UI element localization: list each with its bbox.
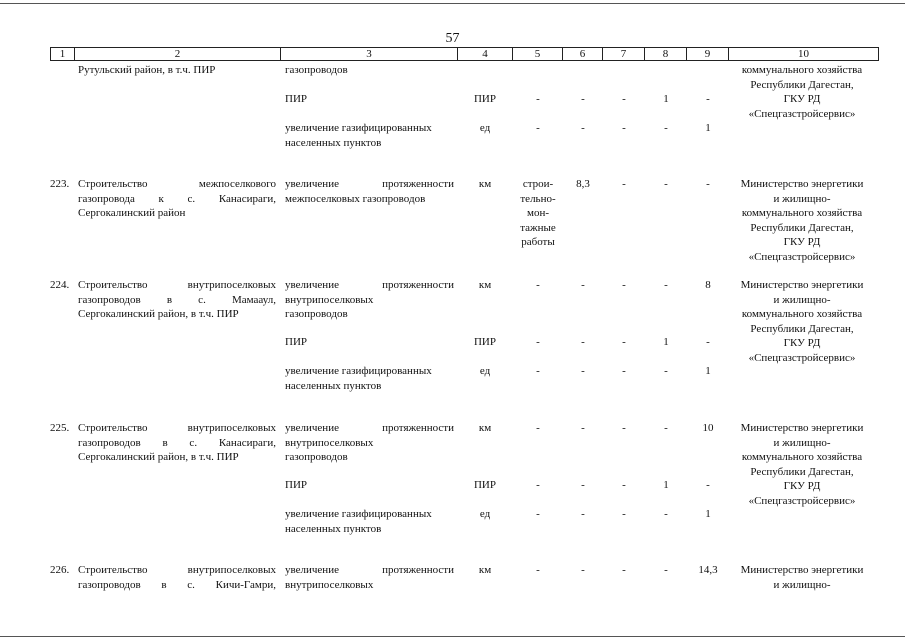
top-ed-c6: -: [581, 122, 585, 134]
row-224-col9: 8: [705, 279, 711, 291]
row-225-pir-c4: ПИР: [473, 479, 496, 491]
row-225-col7: -: [622, 422, 626, 434]
row-225-name: Строительство внутрипоселковых газопроводов в с. Канасираги, Сергокалинский район, в т.ч. ПИР: [78, 422, 276, 463]
row-226-name: Строительство внутрипоселковых газопроводов в с. Кичи-Гамри,: [78, 564, 276, 591]
scan-top-edge: [0, 3, 905, 4]
header-col-8: 8: [645, 47, 687, 61]
row-226-col8: -: [664, 564, 668, 576]
row-226-col7: -: [622, 564, 626, 576]
row-223-number: 223.: [50, 178, 70, 190]
row-224-col8: -: [664, 279, 668, 291]
row-223-col7: -: [622, 178, 626, 190]
row-225-indicator: увеличение протяженности внутрипоселковых газопроводов: [285, 422, 454, 463]
row-224-ed-c4: ед: [479, 365, 491, 377]
row-225-col8: -: [664, 422, 668, 434]
row-224-col5: -: [536, 279, 540, 291]
row-225-pir-c6: -: [581, 479, 585, 491]
row-224-ed-c8: -: [664, 365, 668, 377]
scan-bottom-edge: [0, 636, 905, 637]
row-224-pir-c5: -: [536, 336, 540, 348]
top-ed-c3: увеличение газифицированных населенных пунктов: [285, 122, 432, 149]
row-224-pir-c4: ПИР: [473, 336, 496, 348]
row-225-ed-c9: 1: [705, 508, 711, 520]
row-224-responsible: Министерство энергетики и жилищно- коммунального хозяйства Республики Дагестан, ГКУ РД «Спецгазстройсервис»: [740, 279, 864, 364]
row-225-pir-c5: -: [536, 479, 540, 491]
header-col-10: 10: [729, 47, 879, 61]
top-pir-c7: -: [622, 93, 626, 105]
top-pir-c8: 1: [663, 93, 669, 105]
top-pir-c5: -: [536, 93, 540, 105]
top-ed-c7: -: [622, 122, 626, 134]
row-223-name: Строительство межпоселкового газопровода к с. Канасираги, Сергокалинский район: [78, 178, 276, 219]
row-224-pir-c3: ПИР: [285, 336, 308, 348]
row-224-pir-c8: 1: [663, 336, 669, 348]
row-224-col6: -: [581, 279, 585, 291]
row-226-indicator: увеличение протяженности внутрипоселковых: [285, 564, 454, 591]
row-226-number: 226.: [50, 564, 70, 576]
top-pir-c9: -: [706, 93, 710, 105]
top-pir-c4: ПИР: [473, 93, 496, 105]
row-224-name: Строительство внутрипоселковых газопроводов в с. Мамааул, Сергокалинский район, в т.ч. ПИР: [78, 279, 276, 320]
row-225-ed-c4: ед: [479, 508, 491, 520]
row-224-pir-c6: -: [581, 336, 585, 348]
header-col-1: 1: [50, 47, 75, 61]
row-223-indicator: увеличение протяженности межпоселковых газопроводов: [285, 178, 454, 205]
top-col10: коммунального хозяйства Республики Дагестан, ГКУ РД «Спецгазстройсервис»: [741, 64, 863, 120]
top-pir-c3: ПИР: [285, 93, 308, 105]
row-225-pir-c7: -: [622, 479, 626, 491]
header-col-2: 2: [75, 47, 281, 61]
page-number: 57: [445, 31, 460, 46]
header-col-6: 6: [563, 47, 603, 61]
top-ed-c8: -: [664, 122, 668, 134]
row-223-col5: строи- тельно- мон- тажные работы: [520, 178, 556, 248]
row-224-ed-c5: -: [536, 365, 540, 377]
top-pir-c6: -: [581, 93, 585, 105]
row-224-ed-c7: -: [622, 365, 626, 377]
header-col-4: 4: [458, 47, 513, 61]
row-225-col5: -: [536, 422, 540, 434]
row-223-col6: 8,3: [576, 178, 590, 190]
row-226-col6: -: [581, 564, 585, 576]
row-224-ed-c3: увеличение газифицированных населенных пунктов: [285, 365, 432, 392]
row-225-col6: -: [581, 422, 585, 434]
row-225-ed-c7: -: [622, 508, 626, 520]
row-225-ed-c6: -: [581, 508, 585, 520]
row-224-col7: -: [622, 279, 626, 291]
row-225-ed-c3: увеличение газифицированных населенных пунктов: [285, 508, 432, 535]
table-header-row: [50, 47, 879, 61]
row-224-unit: км: [478, 279, 492, 291]
header-col-3: 3: [281, 47, 458, 61]
row-225-unit: км: [478, 422, 492, 434]
row-225-pir-c9: -: [706, 479, 710, 491]
row-225-pir-c8: 1: [663, 479, 669, 491]
row-225-ed-c5: -: [536, 508, 540, 520]
row-223-responsible: Министерство энергетики и жилищно- коммунального хозяйства Республики Дагестан, ГКУ РД «Спецгазстройсервис»: [740, 178, 864, 263]
row-224-number: 224.: [50, 279, 70, 291]
top-ed-c9: 1: [705, 122, 711, 134]
row-225-pir-c3: ПИР: [285, 479, 308, 491]
row-225-number: 225.: [50, 422, 70, 434]
row-226-responsible: Министерство энергетики и жилищно-: [740, 564, 864, 591]
row-224-ed-c6: -: [581, 365, 585, 377]
row-225-ed-c8: -: [664, 508, 668, 520]
row-224-pir-c7: -: [622, 336, 626, 348]
top-col3: газопроводов: [285, 64, 348, 76]
header-col-5: 5: [513, 47, 563, 61]
top-ed-c4: ед: [479, 122, 491, 134]
row-226-col9: 14,3: [698, 564, 718, 576]
row-224-pir-c9: -: [706, 336, 710, 348]
top-col2: Рутульский район, в т.ч. ПИР: [78, 64, 216, 76]
header-col-9: 9: [687, 47, 729, 61]
row-223-unit: км: [478, 178, 492, 190]
row-226-col5: -: [536, 564, 540, 576]
top-ed-c5: -: [536, 122, 540, 134]
row-225-responsible: Министерство энергетики и жилищно- коммунального хозяйства Республики Дагестан, ГКУ РД «Спецгазстройсервис»: [740, 422, 864, 507]
row-223-col8: -: [664, 178, 668, 190]
row-223-col9: -: [706, 178, 710, 190]
row-224-indicator: увеличение протяженности внутрипоселковых газопроводов: [285, 279, 454, 320]
row-224-ed-c9: 1: [705, 365, 711, 377]
header-col-7: 7: [603, 47, 645, 61]
row-226-unit: км: [478, 564, 492, 576]
row-225-col9: 10: [702, 422, 714, 434]
